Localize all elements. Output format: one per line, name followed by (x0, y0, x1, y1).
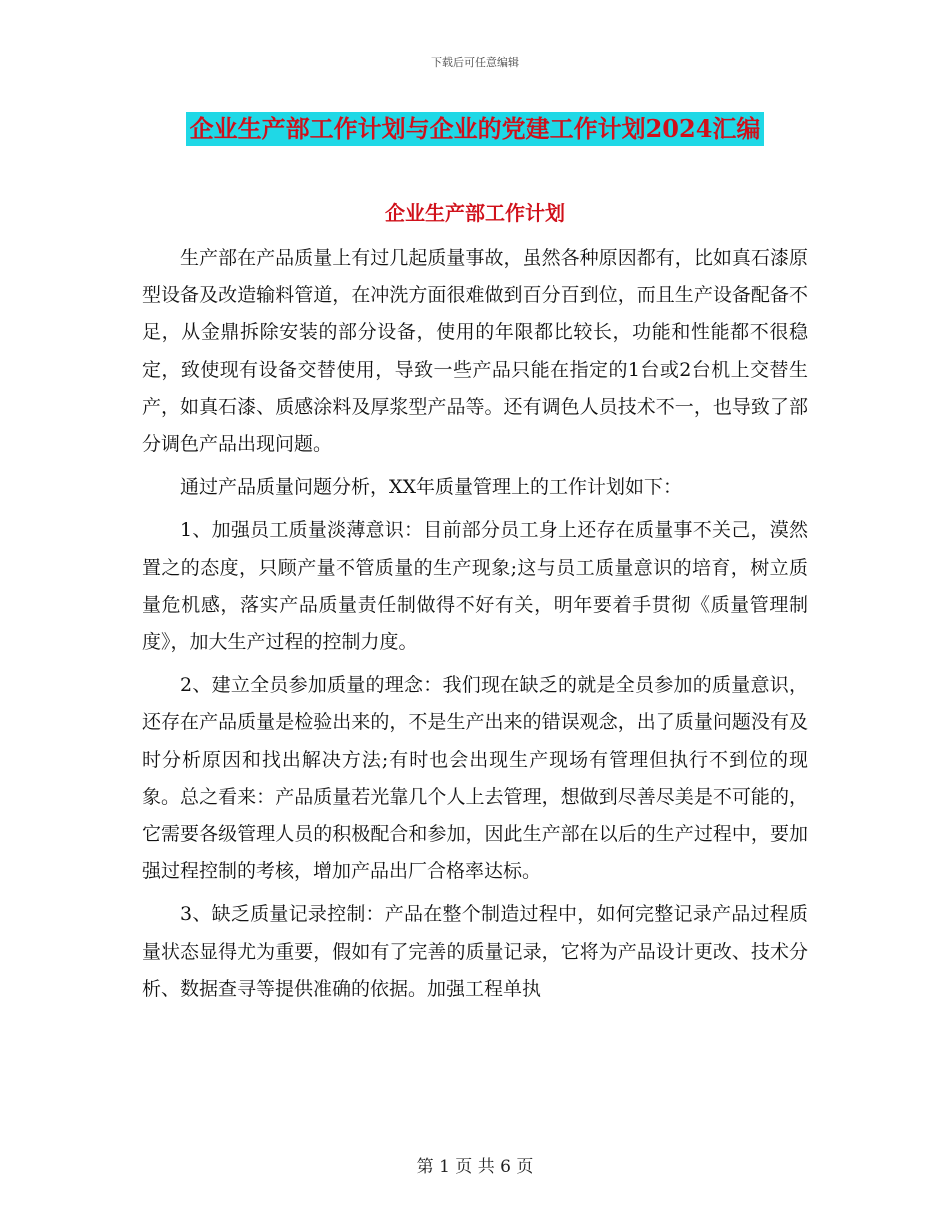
page-number: 第 1 页 共 6 页 (416, 1157, 534, 1177)
document-title-wrap (0, 112, 950, 146)
paragraph: 通过产品质量问题分析，XX年质量管理上的工作计划如下： (180, 476, 683, 499)
document-title: 企业生产部工作计划与企业的党建工作计划2024汇编 (186, 112, 765, 146)
header-note: 下载后可任意编辑 (431, 56, 519, 69)
paragraph: 2、建立全员参加质量的理念：我们现在缺乏的就是全员参加的质量意识，还存在产品质量是检验出来的，不是生产出来的错误观念，出了质量问题没有及时分析原因和找出解决方法;有时也会出现生产现场有管理但执行不到位的现象。总之看来：产品质量若光靠几个人上去管理，想做到尽善尽美是不可能的，它需要各级管理人员的积极配合和参加，因此生产部在以后的生产过程中，要加强过程控制的考核，增加产品出厂合格率达标。 (142, 674, 808, 883)
paragraph: 1、加强员工质量淡薄意识：目前部分员工身上还存在质量事不关己，漠然置之的态度，只顾产量不管质量的生产现象;这与员工质量意识的培育，树立质量危机感，落实产品质量责任制做得不好有关，明年要着手贯彻《质量管理制度》，加大生产过程的控制力度。 (142, 519, 808, 654)
paragraph: 3、缺乏质量记录控制：产品在整个制造过程中，如何完整记录产品过程质量状态显得尤为重要，假如有了完善的质量记录，它将为产品设计更改、技术分析、数据查寻等提供准确的依据。加强工程单执 (142, 903, 808, 1000)
paragraph: 生产部在产品质量上有过几起质量事故，虽然各种原因都有，比如真石漆原型设备及改造输料管道，在冲洗方面很难做到百分百到位，而且生产设备配备不足，从金鼎拆除安装的部分设备，使用的年限都比较长，功能和性能都不很稳定，致使现有设备交替使用，导致一些产品只能在指定的1台或2台机上交替生产，如真石漆、质感涂料及厚浆型产品等。还有调色人员技术不一，也导致了部分调色产品出现问题。 (142, 247, 808, 456)
document-body (142, 240, 808, 1014)
section-title: 企业生产部工作计划 (385, 201, 565, 225)
